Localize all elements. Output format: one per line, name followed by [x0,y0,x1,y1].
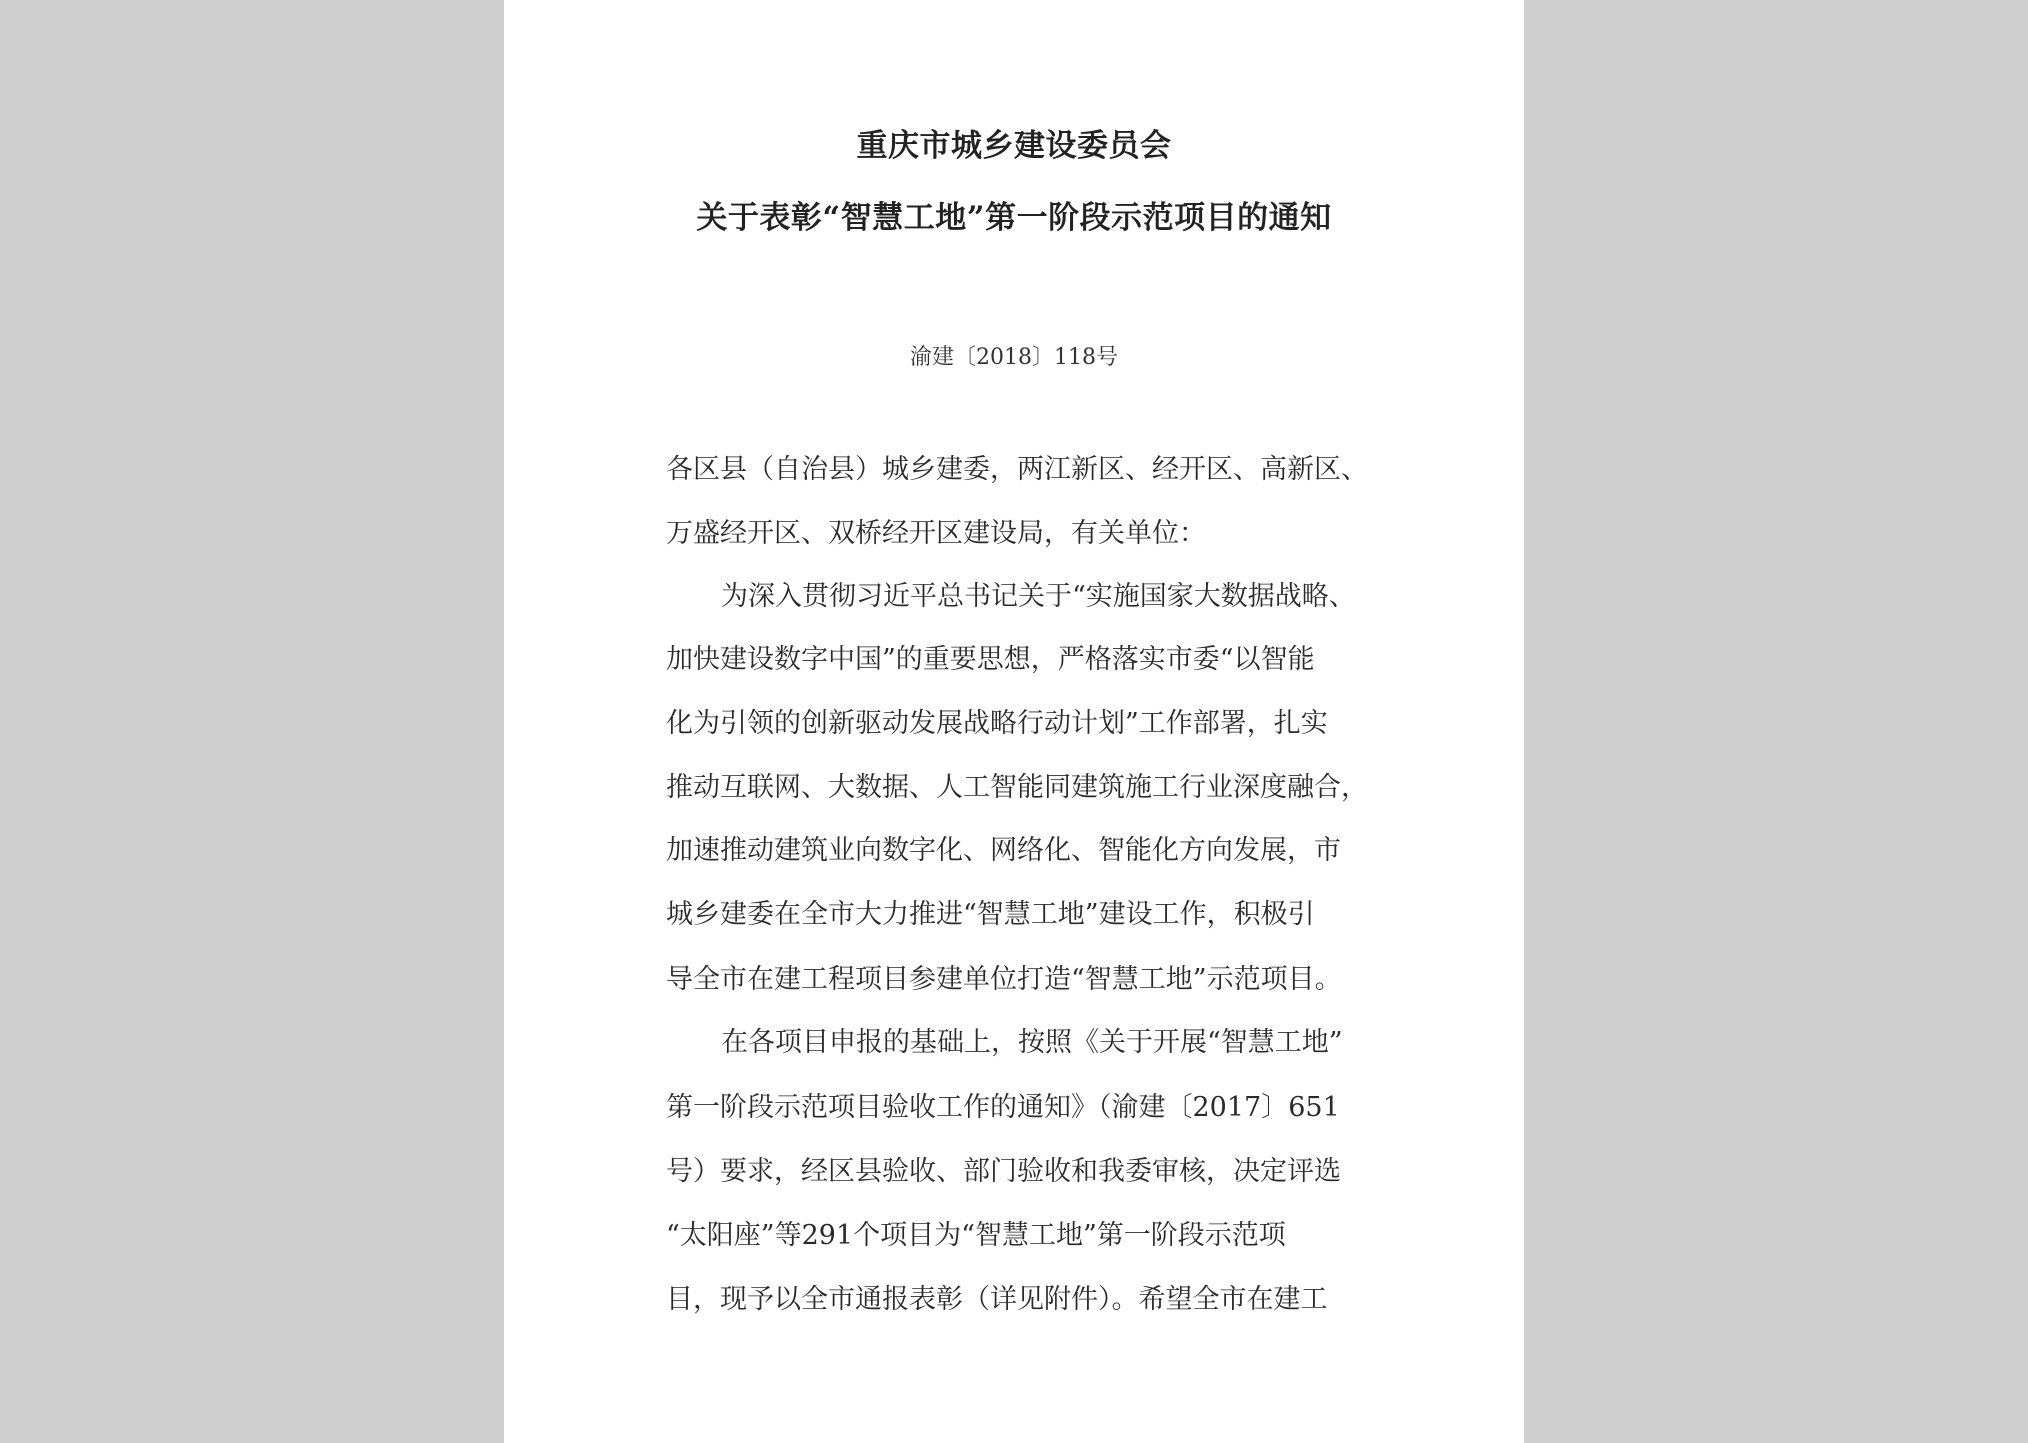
body-line: 城乡建委在全市大力推进“智慧工地”建设工作，积极引 [666,899,1315,930]
body-line: 化为引领的创新驱动发展战略行动计划”工作部署，扎实 [666,708,1328,739]
body-line: 为深入贯彻习近平总书记关于“实施国家大数据战略、 [721,581,1356,612]
body-line: 各区县（自治县）城乡建委，两江新区、经开区、高新区、 [666,454,1368,485]
body-line: 万盛经开区、双桥经开区建设局，有关单位： [666,518,1206,549]
document-number: 渝建〔2018〕118号 [910,345,1118,370]
title-issuer: 重庆市城乡建设委员会 [856,128,1172,164]
body-line: 号）要求，经区县验收、部门验收和我委审核，决定评选 [666,1156,1341,1187]
body-line: 目，现予以全市通报表彰（详见附件）。希望全市在建工 [666,1284,1328,1315]
document-page [504,0,1524,1443]
body-line: 在各项目申报的基础上，按照《关于开展“智慧工地” [721,1027,1343,1058]
body-line: “太阳座”等291个项目为“智慧工地”第一阶段示范项 [666,1220,1286,1251]
body-line: 推动互联网、大数据、人工智能同建筑施工行业深度融合， [666,772,1368,803]
title-subject: 关于表彰“智慧工地”第一阶段示范项目的通知 [696,200,1332,236]
body-line: 加快建设数字中国”的重要思想，严格落实市委“以智能 [666,644,1315,675]
body-line: 导全市在建工程项目参建单位打造“智慧工地”示范项目。 [666,964,1342,995]
body-line: 第一阶段示范项目验收工作的通知》（渝建〔2017〕651 [666,1092,1340,1123]
body-line: 加速推动建筑业向数字化、网络化、智能化方向发展，市 [666,835,1341,866]
